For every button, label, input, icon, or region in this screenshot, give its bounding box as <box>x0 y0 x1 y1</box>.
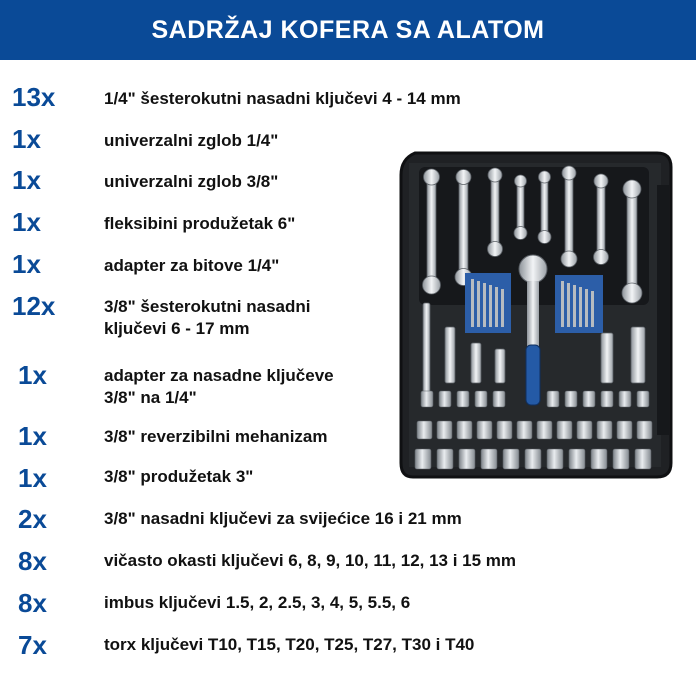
item-description: fleksibini produžetak 6" <box>104 214 296 233</box>
item-quantity: 1x <box>12 249 41 279</box>
item-quantity: 1x <box>12 207 41 237</box>
item-description: torx ključevi T10, T15, T20, T25, T27, T30 i T40 <box>104 635 475 654</box>
item-description: 3/8" produžetak 3" <box>104 467 254 486</box>
item-description: adapter za nasadne ključeve 3/8" na 1/4" <box>104 366 334 408</box>
item-quantity: 13x <box>12 82 56 112</box>
item-quantity: 1x <box>18 360 47 390</box>
tool-case-image <box>395 145 675 480</box>
item-description: imbus ključevi 1.5, 2, 2.5, 3, 4, 5, 5.5, 6 <box>104 593 411 612</box>
item-quantity: 1x <box>18 463 47 493</box>
item-description: 3/8" šesterokutni nasadni ključevi 6 - 17 mm <box>104 297 311 339</box>
item-quantity: 7x <box>18 630 47 660</box>
item-quantity: 12x <box>12 291 56 321</box>
item-description: 1/4" šesterokutni nasadni ključevi 4 - 14 mm <box>104 89 461 108</box>
item-description: 3/8" nasadni ključevi za svijećice 16 i 21 mm <box>104 509 462 528</box>
item-description: vičasto okasti ključevi 6, 8, 9, 10, 11, 12, 13 i 15 mm <box>104 551 517 570</box>
item-description: univerzalni zglob 1/4" <box>104 131 279 150</box>
item-description: adapter za bitove 1/4" <box>104 256 280 275</box>
item-quantity: 8x <box>18 588 47 618</box>
item-description: univerzalni zglob 3/8" <box>104 172 279 191</box>
item-quantity: 8x <box>18 546 47 576</box>
item-quantity: 1x <box>12 124 41 154</box>
page-title: SADRŽAJ KOFERA SA ALATOM <box>151 15 545 44</box>
item-quantity: 1x <box>12 165 41 195</box>
item-description: 3/8" reverzibilni mehanizam <box>104 427 328 446</box>
header-banner <box>0 0 696 60</box>
item-quantity: 1x <box>18 421 47 451</box>
item-quantity: 2x <box>18 504 47 534</box>
